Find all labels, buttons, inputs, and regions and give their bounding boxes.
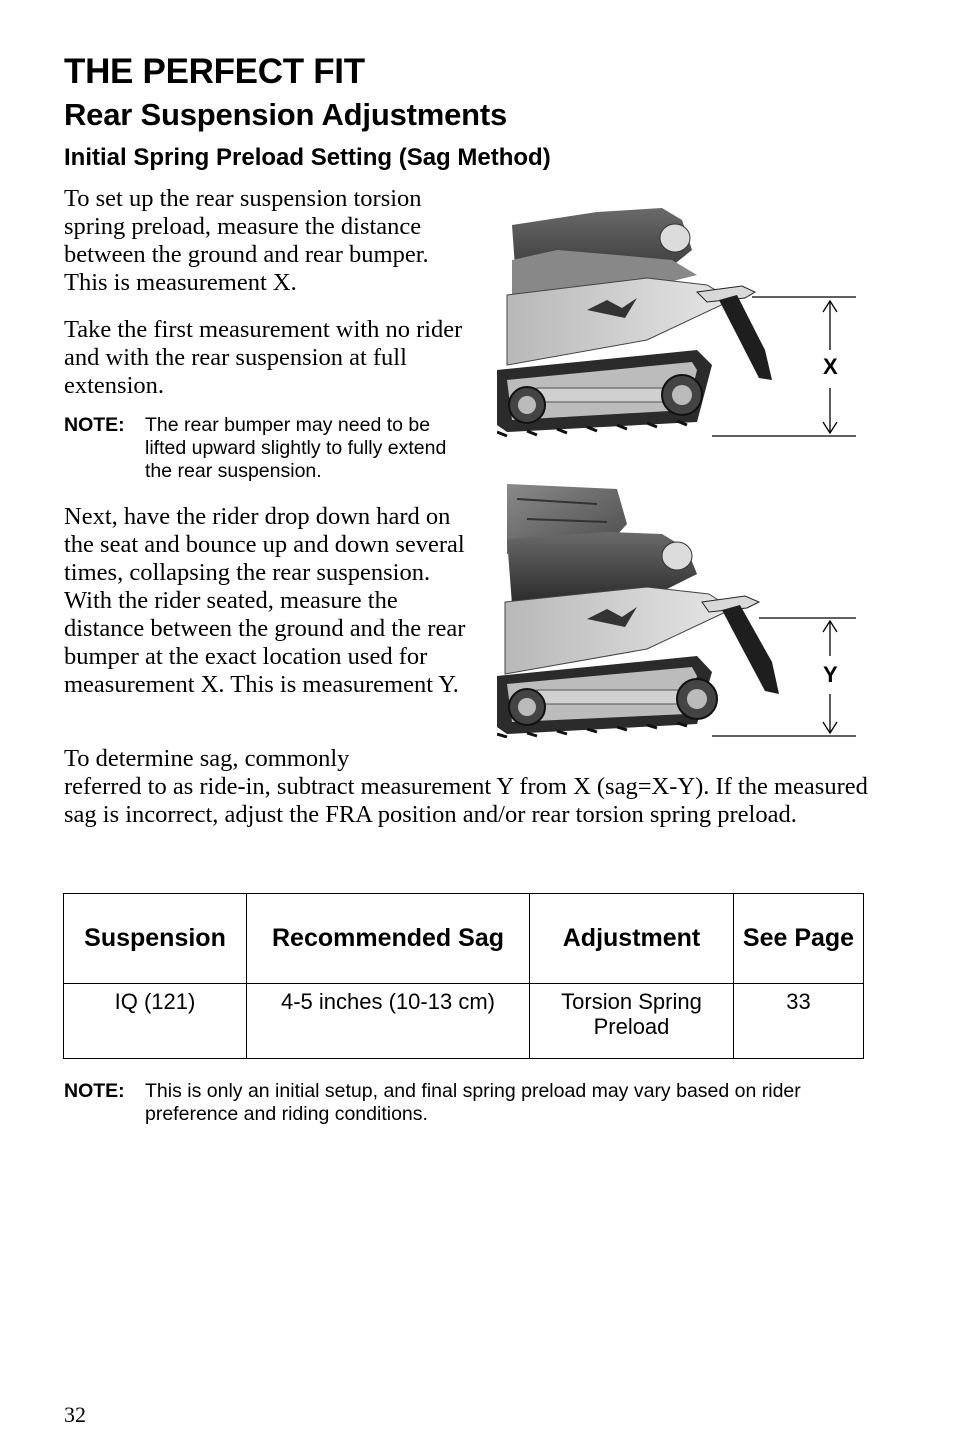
table-header-row [64, 894, 864, 984]
cell-adjustment: Torsion Spring Preload [530, 984, 734, 1059]
paragraph-first-measurement: Take the first measurement with no rider and with the rear suspension at full extension. [64, 316, 463, 399]
column-header-suspension: Suspension [64, 894, 247, 984]
column-header-recommended-sag: Recommended Sag [247, 894, 530, 984]
section-heading: Rear Suspension Adjustments [64, 97, 508, 132]
paragraph-measure-y: Next, have the rider drop down hard on the seat and bounce up and down several times, collapsing the rear suspension. With the rider seated, measure the distance between the ground and the rear bumper at the exact location used for measurement X. This is measurement Y. [64, 503, 466, 698]
cell-suspension: IQ (121) [64, 984, 247, 1059]
subsection-heading: Initial Spring Preload Setting (Sag Method) [64, 144, 551, 171]
column-header-see-page: See Page [734, 894, 864, 984]
snowmobile-rear-with-rider-illustration [497, 484, 859, 738]
note-initial-setup [64, 1080, 864, 1130]
note-label: NOTE: [64, 1080, 125, 1102]
snowmobile-figure-unloaded [497, 200, 859, 440]
table-row [64, 984, 864, 1059]
column-header-adjustment: Adjustment [530, 894, 734, 984]
cell-recommended-sag: 4-5 inches (10-13 cm) [247, 984, 530, 1059]
paragraph-determine-sag [64, 745, 884, 829]
note-lift-bumper [64, 414, 464, 486]
recommended-sag-table [63, 893, 864, 1059]
paragraph-sag-first-line: To determine sag, commonly [64, 745, 350, 772]
cell-see-page: 33 [734, 984, 864, 1059]
snowmobile-rear-illustration [497, 200, 859, 440]
measurement-y-label: Y [823, 662, 838, 687]
page-title: THE PERFECT FIT [64, 52, 365, 91]
measurement-x-label: X [823, 354, 838, 379]
page-number: 32 [64, 1402, 86, 1427]
note-label: NOTE: [64, 414, 125, 436]
paragraph-measure-x: To set up the rear suspension torsion spring preload, measure the distance between the ground and rear bumper. This is measurement X. [64, 185, 429, 296]
snowmobile-figure-loaded [497, 484, 859, 738]
paragraph-sag-rest: referred to as ride-in, subtract measurement Y from X (sag=X-Y). If the measured sag is incorrect, adjust the FRA position and/or rear torsion spring preload. [64, 773, 868, 828]
note-text: The rear bumper may need to be lifted upward slightly to fully extend the rear suspension. [145, 414, 447, 482]
note-text: This is only an initial setup, and final spring preload may vary based on rider preference and riding conditions. [145, 1080, 801, 1125]
